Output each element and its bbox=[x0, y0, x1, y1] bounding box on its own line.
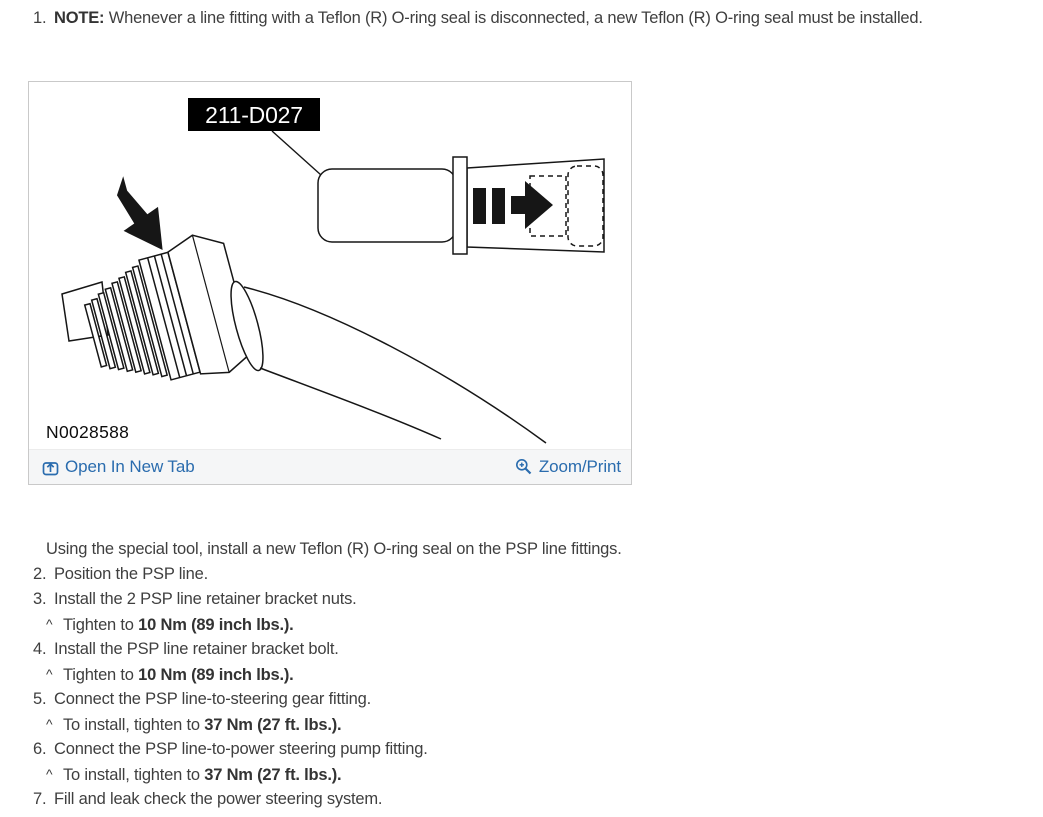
zoom-print-link[interactable] bbox=[515, 457, 621, 477]
step-number: 3. bbox=[33, 590, 47, 608]
callout-leader-line bbox=[272, 131, 321, 175]
torque-pre-text: To install, tighten to bbox=[63, 766, 205, 784]
step-text: Position the PSP line. bbox=[54, 565, 208, 583]
figure-footer bbox=[29, 449, 631, 484]
open-in-new-tab-icon bbox=[42, 459, 59, 476]
torque-pre-text: To install, tighten to bbox=[63, 716, 205, 734]
torque-value: 10 Nm (89 inch lbs.). bbox=[138, 616, 294, 634]
step-continuation bbox=[0, 537, 1043, 562]
fitting-diagram bbox=[29, 82, 631, 449]
step-row bbox=[0, 587, 1043, 612]
torque-pre-text: Tighten to bbox=[63, 666, 139, 684]
torque-value: 37 Nm (27 ft. lbs.). bbox=[204, 766, 342, 784]
step-row bbox=[0, 637, 1043, 662]
zoom-print-label: Zoom/Print bbox=[538, 457, 621, 476]
torque-bullet: ^ bbox=[46, 766, 53, 782]
torque-bullet: ^ bbox=[46, 716, 53, 732]
torque-value: 37 Nm (27 ft. lbs.). bbox=[204, 716, 342, 734]
open-in-new-tab-label: Open In New Tab bbox=[65, 457, 195, 476]
note-label: NOTE: bbox=[54, 9, 105, 27]
step-text: Install the PSP line retainer bracket bolt. bbox=[54, 640, 339, 658]
step-text: Fill and leak check the power steering system. bbox=[54, 790, 383, 808]
step-text: Connect the PSP line-to-steering gear fitting. bbox=[54, 690, 372, 708]
figure-card bbox=[28, 81, 632, 485]
open-in-new-tab-link[interactable] bbox=[42, 457, 195, 477]
torque-note-row bbox=[0, 712, 1043, 737]
step-number: 6. bbox=[33, 740, 47, 758]
step-text: Install the 2 PSP line retainer bracket nuts. bbox=[54, 590, 357, 608]
step-row bbox=[0, 562, 1043, 587]
torque-pre-text: Tighten to bbox=[63, 616, 139, 634]
step-number: 5. bbox=[33, 690, 47, 708]
torque-bullet: ^ bbox=[46, 616, 53, 632]
step-number: 2. bbox=[33, 565, 47, 583]
step-text: Connect the PSP line-to-power steering pump fitting. bbox=[54, 740, 428, 758]
step-number: 4. bbox=[33, 640, 47, 658]
torque-note-row bbox=[0, 762, 1043, 787]
step-row bbox=[0, 687, 1043, 712]
psp-fitting-drawing bbox=[62, 228, 546, 443]
step-text: Using the special tool, install a new Teflon (R) O-ring seal on the PSP line fittings. bbox=[46, 540, 622, 558]
note-number: 1. bbox=[33, 9, 47, 27]
step-row bbox=[0, 787, 1043, 812]
torque-bullet: ^ bbox=[46, 666, 53, 682]
torque-value: 10 Nm (89 inch lbs.). bbox=[138, 666, 294, 684]
tool-label: 211-D027 bbox=[205, 102, 303, 128]
note-text: Whenever a line fitting with a Teflon (R) O-ring seal is disconnected, a new Teflon (R) O-ring seal must be installed. bbox=[108, 9, 923, 27]
seal-pointer-arrow-icon bbox=[98, 170, 180, 262]
note-line bbox=[33, 7, 923, 29]
step-row bbox=[0, 737, 1043, 762]
torque-note-row bbox=[0, 612, 1043, 637]
special-tool-drawing bbox=[318, 157, 604, 254]
torque-note-row bbox=[0, 662, 1043, 687]
figure-id: N0028588 bbox=[46, 422, 130, 442]
procedure-steps-list bbox=[0, 537, 1043, 812]
step-number: 7. bbox=[33, 790, 47, 808]
zoom-plus-icon bbox=[515, 458, 533, 476]
